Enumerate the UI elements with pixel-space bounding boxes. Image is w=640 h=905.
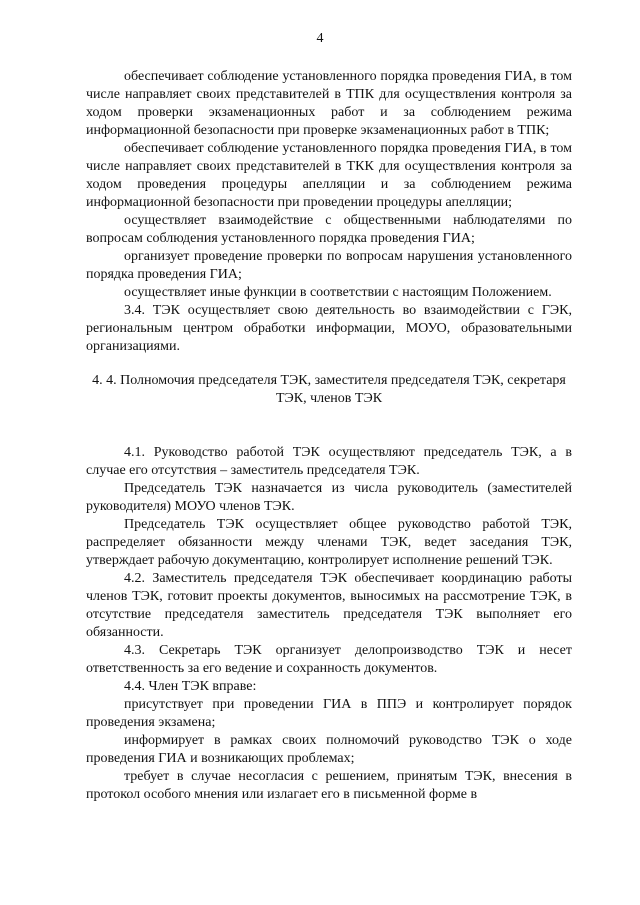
paragraph: организует проведение проверки по вопросам нарушения установленного порядка проведения ГИА; (86, 249, 572, 282)
section-heading: 4. 4. Полномочия председателя ТЭК, заместителя председателя ТЭК, секретаря ТЭК, членов ТЭК (92, 373, 566, 406)
page-number: 4 (316, 31, 324, 46)
document-body (86, 68, 572, 804)
paragraph: обеспечивает соблюдение установленного порядка проведения ГИА, в том числе направляет своих представителей в ТКК для осуществления контроля за ходом проведения процедуры апелляции и за соблюдением режима информационной безопасности при проведении процедуры апелляции; (86, 141, 572, 210)
paragraph: информирует в рамках своих полномочий руководство ТЭК о ходе проведения ГИА и возникающих проблемах; (86, 733, 572, 766)
paragraph: Председатель ТЭК осуществляет общее руководство работой ТЭК, распределяет обязанности между членами ТЭК, ведет заседания ТЭК, утверждает рабочую документацию, контролирует исполнение решений ТЭК. (86, 517, 572, 568)
paragraph: 4.4. Член ТЭК вправе: (124, 679, 257, 694)
paragraph: 3.4. ТЭК осуществляет свою деятельность во взаимодействии с ГЭК, региональным центром обработки информации, МОУО, образовательными организациями. (86, 303, 572, 354)
paragraph: 4.2. Заместитель председателя ТЭК обеспечивает координацию работы членов ТЭК, готовит проекты документов, выносимых на рассмотрение ТЭК, в отсутствие председателя заместитель председателя ТЭК выполняет его обязанности. (86, 571, 572, 640)
paragraph: осуществляет взаимодействие с общественными наблюдателями по вопросам соблюдения установленного порядка проведения ГИА; (86, 213, 572, 246)
paragraph: требует в случае несогласия с решением, принятым ТЭК, внесения в протокол особого мнения или излагает его в письменной форме в (86, 769, 572, 802)
paragraph: 4.3. Секретарь ТЭК организует делопроизводство ТЭК и несет ответственность за его ведение и сохранность документов. (86, 643, 572, 676)
paragraph: осуществляет иные функции в соответствии с настоящим Положением. (124, 285, 552, 300)
paragraph: присутствует при проведении ГИА в ППЭ и контролирует порядок проведения экзамена; (86, 697, 572, 730)
paragraph: 4.1. Руководство работой ТЭК осуществляют председатель ТЭК, а в случае его отсутствия – заместитель председателя ТЭК. (86, 445, 572, 478)
paragraph: Председатель ТЭК назначается из числа руководитель (заместителей руководителя) МОУО членов ТЭК. (86, 481, 572, 514)
paragraph: обеспечивает соблюдение установленного порядка проведения ГИА, в том числе направляет своих представителей в ТПК для осуществления контроля за ходом проверки экзаменационных работ и за соблюдением режима информационной безопасности при проверке экзаменационных работ в ТПК; (86, 69, 572, 138)
